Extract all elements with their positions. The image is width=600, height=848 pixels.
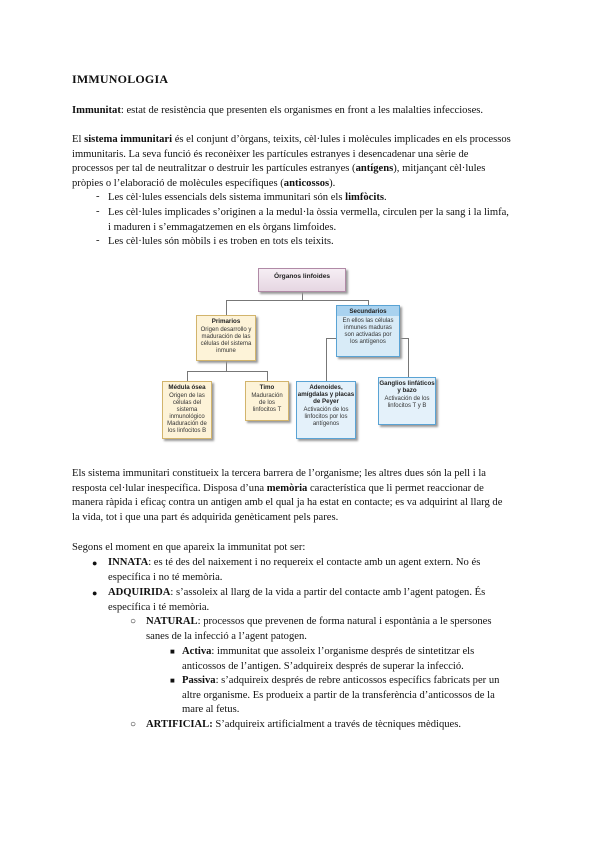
text-run: .	[383, 192, 387, 203]
text-run: Els sistema immunitari constitueix la tercera barrera de l’organisme; les altres dues són la pell i la resposta cel·lular inespecífica. Disposa d’una	[72, 468, 487, 494]
list-item-passiva	[182, 674, 513, 718]
term-sistema-immunitari: sistema immunitari	[84, 134, 173, 145]
term-anticossos: anticossos	[283, 177, 330, 189]
node-secundarios	[336, 305, 400, 357]
text-run: ).	[329, 177, 336, 189]
paragraph-barrera	[72, 467, 512, 525]
node-title: Adenoides, amígdalas y placas de Peyer	[297, 384, 355, 405]
connector-line	[226, 361, 227, 371]
disc-bullet: ●	[92, 588, 98, 598]
term-natural: NATURAL	[146, 616, 198, 627]
connector-line	[226, 300, 227, 315]
list-item-activa	[182, 645, 513, 674]
node-title: Timo	[259, 384, 275, 391]
list-item-innata	[108, 556, 513, 585]
node-title: Médula ósea	[168, 384, 206, 391]
list-item-artificial	[146, 718, 513, 733]
term-passiva: Passiva	[182, 675, 216, 686]
connector-line	[267, 371, 268, 381]
connector-line	[302, 292, 303, 300]
term-innata: INNATA	[108, 557, 149, 568]
list-item-origen: Les cèl·lules implicades s’originen a la medul·la òssia vermella, circulen per la sang i la limfa, i maduren i s’emmagatzemen en els òrgans limfoides.	[108, 207, 509, 233]
node-primarios	[196, 315, 256, 361]
node-description: Activación de los linfocitos T y B	[384, 396, 430, 409]
node-title: Ganglios linfáticos y bazo	[379, 380, 435, 394]
paragraph-segons: Segons el moment en que apareix la immunitat pot ser:	[72, 542, 306, 553]
connector-line	[408, 338, 409, 377]
term-activa: Activa	[182, 646, 212, 657]
node-timo	[245, 381, 289, 421]
definition-immunitat	[72, 104, 512, 119]
dash-bullet: -	[96, 235, 100, 246]
text-run: és el conjunt d’òrgans, teixits, cèl·lules i molècules implicades en els processos immunitaris. La seva funció és reconèixer les partícules estranyes i desencadenar una sèrie de processos per tal de neutralitzar o destruir les partícules estranyes (	[72, 134, 511, 175]
connector-line	[187, 371, 267, 372]
term-memoria: memòria	[266, 482, 308, 494]
list-item-limfocits	[108, 191, 513, 206]
node-organos-linfoides	[258, 268, 346, 292]
list-item-natural	[146, 615, 513, 644]
square-bullet: ■	[170, 647, 175, 656]
node-description: Maduración de los linfocitos T	[251, 393, 283, 413]
circle-bullet: ○	[130, 616, 137, 627]
connector-line	[226, 300, 368, 301]
text-run: S’adquireix artificialment a través de tècniques mèdiques.	[212, 719, 462, 730]
connector-line	[187, 371, 188, 381]
node-title: Secundarios	[337, 306, 399, 316]
circle-bullet: ○	[130, 719, 137, 730]
list-item-mobils: Les cèl·lules són mòbils i es troben en tots els teixits.	[108, 236, 334, 247]
dash-bullet: -	[96, 191, 100, 202]
text-run: ), mitjançant cèl·lules pròpies o l’elaboració de molècules específiques (	[72, 163, 486, 189]
disc-bullet: ●	[92, 558, 98, 568]
square-bullet: ■	[170, 676, 175, 685]
list-item-adquirida	[108, 586, 513, 615]
connector-line	[400, 338, 408, 339]
text-run: característica que li permet reaccionar de manera ràpida i eficaç contra un antigen amb el qual ja ha estat en contacte; es va adquirint al llarg de la vida, tot i que una part és adquirida genèticament pels pares.	[72, 482, 503, 523]
page-title: IMMUNOLOGIA	[72, 72, 169, 86]
text-run: : es té des del naixement i no requereix el contacte amb un agent extern. No és específica i no té memòria.	[108, 557, 481, 583]
node-ganglios	[378, 377, 436, 425]
node-description: Origen desarrollo y maduración de las células del sistema inmune	[200, 327, 252, 354]
node-title: Órganos linfoides	[273, 273, 331, 280]
definition-text: : estat de resistència que presenten els organismes en front a les malalties infeccioses.	[120, 105, 484, 116]
paragraph-sistema	[72, 133, 512, 191]
text-run: : s’assoleix al llarg de la vida a partir del contacte amb l’agent patogen. És específica i té memòria.	[108, 587, 486, 613]
text-run: : processos que prevenen de forma natural i espontània a le spersones sanes de la infecció a l’agent patogen.	[146, 616, 492, 642]
node-description: Activación de los linfocitos por los antígenos	[303, 407, 349, 427]
term-immunitat: Immunitat	[72, 105, 121, 116]
node-title: Primarios	[211, 318, 241, 325]
text-run: : immunitat que assoleix l’organisme després de sintetitzar els anticossos de l’antigen. S’adquireix després de superar la infecció.	[182, 646, 475, 672]
term-limfocits: limfòcits	[345, 192, 384, 203]
node-description: En ellos las células inmunes maduras son activadas por los antígenos	[342, 318, 394, 345]
node-medula-osea	[162, 381, 212, 439]
connector-line	[326, 338, 336, 339]
term-artificial: ARTIFICIAL:	[146, 719, 213, 730]
text-run: : s’adquireix després de rebre anticossos específics fabricats per un altre organisme. Es produeix a partir de la transferència d’anticossos de la mare al fetus.	[182, 675, 500, 716]
dash-bullet: -	[96, 206, 100, 217]
text-run: El	[72, 134, 85, 145]
term-adquirida: ADQUIRIDA	[108, 587, 171, 598]
node-description: Origen de las células del sistema inmunológico Maduración de los linfocitos B	[167, 393, 207, 434]
connector-line	[326, 338, 327, 381]
text-run: Les cèl·lules essencials dels sistema immunitari són els	[108, 192, 346, 203]
term-antigens: antígens	[355, 163, 394, 175]
node-adenoides	[296, 381, 356, 439]
